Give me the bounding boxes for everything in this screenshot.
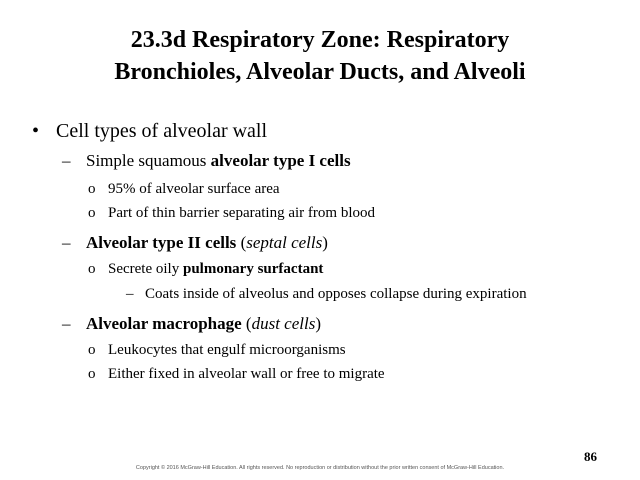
type-ii-bold: Alveolar type II cells [86,233,237,252]
macro-close: ) [315,314,321,333]
title-line-2: Bronchioles, Alveolar Ducts, and Alveoli [114,59,526,85]
type-ii-open: ( [236,233,247,252]
dash-marker: – [62,314,71,333]
macro-open: ( [241,314,252,333]
dash-marker: – [126,286,134,302]
type-ii-sub-1-sub-text: Coats inside of alveolus and opposes collapse during expiration [145,286,527,302]
bullet-macrophage [62,314,321,334]
macro-bold: Alveolar macrophage [86,314,242,333]
copyright-footer: Copyright © 2016 McGraw-Hill Education. All rights reserved. No reproduction or distribution without the prior written consent of McGraw-Hill Education. [135,465,505,471]
page-number: 86 [584,449,597,464]
type-ii-sub-1 [88,261,323,278]
dash-marker: – [62,233,71,252]
circle-marker: o [88,261,96,277]
type-ii-sub-1-bold: pulmonary surfactant [182,261,324,277]
bullet-type-ii [62,233,328,253]
type-i-sub-2 [88,205,375,222]
circle-marker: o [88,205,96,221]
type-ii-italic: septal cells [246,233,323,252]
slide-title [0,24,640,88]
macro-sub-2 [88,366,385,383]
type-i-sub-2-text: Part of thin barrier separating air from blood [108,205,375,221]
bullet-type-i [62,151,351,171]
bullet-cell-types [32,120,268,143]
type-i-pre: Simple squamous [86,151,211,170]
type-i-bold: alveolar type I cells [210,151,351,170]
bullet-text: Cell types of alveolar wall [56,120,268,142]
macro-sub-2-text: Either fixed in alveolar wall or free to migrate [108,366,385,382]
bullet-marker: • [32,120,40,142]
type-i-sub-1 [88,181,280,198]
dash-marker: – [62,151,71,170]
macro-italic: dust cells [251,314,316,333]
type-ii-sub-1-pre: Secrete oily [108,261,183,277]
circle-marker: o [88,181,96,197]
type-ii-sub-1-sub [126,286,527,303]
type-ii-close: ) [322,233,328,252]
title-line-1: 23.3d Respiratory Zone: Respiratory [130,27,510,53]
circle-marker: o [88,366,96,382]
type-i-sub-1-text: 95% of alveolar surface area [108,181,280,197]
macro-sub-1-text: Leukocytes that engulf microorganisms [108,342,346,358]
macro-sub-1 [88,342,346,359]
circle-marker: o [88,342,96,358]
